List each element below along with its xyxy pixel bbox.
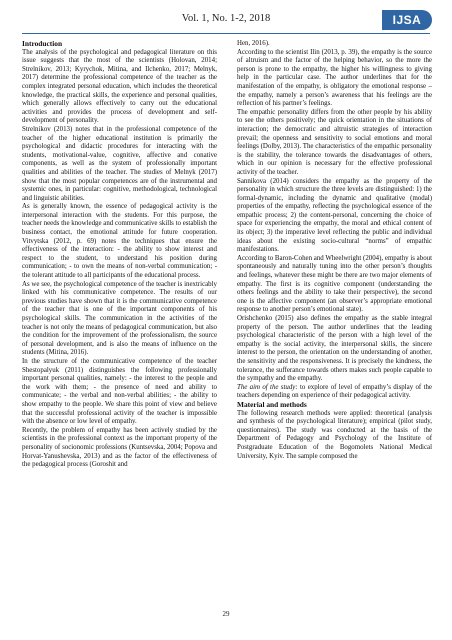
paragraph: As we see, the psychological competence of the teacher is inextricably linked with his communicative competence. The results of our previous studies have shown that it is the communicative competence of the teacher that is one of the important components of his psychological skills. The communication in the activities of the teacher is not only the means of pedagogical communication, but also the condition for the improvement of the professionalism, the source of personal development, and is also the means of influence on the students (Mitina, 2016). [22,280,217,357]
paragraph: In the structure of the communicative competence of the teacher Shestopalyuk (2011) distinguishes the following professionally important personal qualities, namely: - the interest to the people and the work with them; - the presence of need and ability to communicate; - the verbal and non-verbal abilities; - the ability to show empathy to the people. We share this point of view and believe that the successful professional activity of the teacher is impossible with the absence or low level of empathy. [22,357,217,426]
page-number: 29 [222,610,230,618]
header-rule [22,33,430,34]
paragraph: According to Baron-Cohen and Wheelwright (2004), empathy is about spontaneously and naturally tuning into the other person’s thoughts and feelings, whatever these might be there are two major elements of empathy. The first is its cognitive component (understanding the others feelings and the ability to take their perspective), the second one is the affective component (an observer’s appropriate emotional response to another person’s emotional state). [237,254,432,314]
paragraph: As is generally known, the essence of pedagogical activity is the interpersonal interaction with the students. For this purpose, the teacher needs the knowledge and communicative skills to establish the business contact, the emotional attitude for future cooperation. Vitvytska (2012, p. 69) notes the techniques that ensure the effectiveness of the interaction: - the ability to show interest and respect to the student, to understand his position during communication; - to own the means of non-verbal communication; - the tolerant attitude to all participants of the educational process. [22,203,217,280]
aim-text: to explore of level of empathy’s display of the teachers depending on experience of their pedagogical activity. [237,383,432,400]
journal-badge: IJSA [382,10,432,30]
page-header [0,0,452,36]
left-column [22,40,217,600]
paragraph: The analysis of the psychological and pedagogical literature on this issue suggests that the most of the scientists (Holovan, 2014; Strelnikov, 2013; Kyrychok, Mitina, and Ilchenko, 2017; Melnyk, 2017) determine the professional competence of the teacher as the complex integrated personal education, which includes the theoretical knowledge, the practical skills, the experience and personal qualities, which generally allows effectively to carry out the educational activities and provides the process of development and self-development of personality. [22,48,217,125]
paragraph: Strelnikov (2013) notes that in the professional competence of the teacher of the higher educational institution is primarily the psychological and didactic procedures for interacting with the students, motivational-value, cognitive, affective and conative components, as well as the system of professionally important qualities and abilities of the teacher. The studies of Melnyk (2017) show that the most popular competences are of the instrumental and systemic ones, in particular: cognitive, methodological, technological and linguistic abilities. [22,125,217,202]
introduction-heading: Introduction [22,40,63,48]
paragraph: Sannikova (2014) considers the empathy as the property of the personality in which structure the three levels are distinguished: 1) the formal-dynamic, including the dynamic and qualitative (modal) properties of the empathy, reflecting the psychological essence of the empathic process; 2) the content-personal, concerning the choice of space for experiencing the empathy, the moral and ethical content of its object; 3) the imperative level reflecting the public and individual ideas about the existing socio-cultural “norms” of empathic manifestations. [237,177,432,254]
aim-label: The aim of the study: [237,383,298,391]
paragraph: Orishchenko (2015) also defines the empathy as the stable integral property of the person. The author underlines that the leading psychological characteristic of the person with a high level of the empathy is the social activity, the interpersonal skills, the sincere interest to the person, the orientation on the understanding of another, the sensitivity and the responsiveness. It is precisely the kindness, the tolerance, the sufferance towards others makes such people capable to the sympathy and the empathy. [237,315,432,383]
paragraph: The following research methods were applied: theoretical (analysis and synthesis of the psychological literature); empirical (pilot study, questionnaires). The study was conducted at the basis of the Department of Pedagogy and Psychology of the Institute of Postgraduate Education of the Bogomolets National Medical University, Kyiv. The sample composed the [237,409,432,460]
right-column [237,40,432,600]
methods-heading: Material and methods [237,399,307,409]
volume-label: Vol. 1, No. 1-2, 2018 [181,13,271,24]
paragraph: According to the scientist Ilin (2013, p. 39), the empathy is the source of altruism and the factor of the helping behavior, so the more the person is prone to the empathy, the higher his willingness to giving help in the particular case. The author underlines that for the manifestation of the empathy, is obligatory the emotional response – the empathy, namely a person’s awareness that his feelings are the reflection of his partner’s feelings. [237,48,432,108]
paragraph: Recently, the problem of empathy has been actively studied by the scientists in the professional context as the important property of the personality of socionomic professions (Kuntsevska, 2004; Popova and Horvat-Yanushevska, 2013) and as the factor of the effectiveness of the pedagogical process (Goroshit and [22,426,217,469]
paragraph: Hen, 2016). [237,40,270,47]
paragraph: The empathic personality differs from the other people by his ability to see the others positively; the quick orientation in the situations of interaction; the democratic and altruistic strategies of interaction prevail; the openness and sensitivity to social emotions and moral feelings (Dolby, 2013). The characteristics of the empathic personality is the stability, the tolerance towards the disadvantages of others, which in our opinion is necessary for the effective professional activity of the teacher. [237,108,432,176]
aim-paragraph [237,384,432,401]
